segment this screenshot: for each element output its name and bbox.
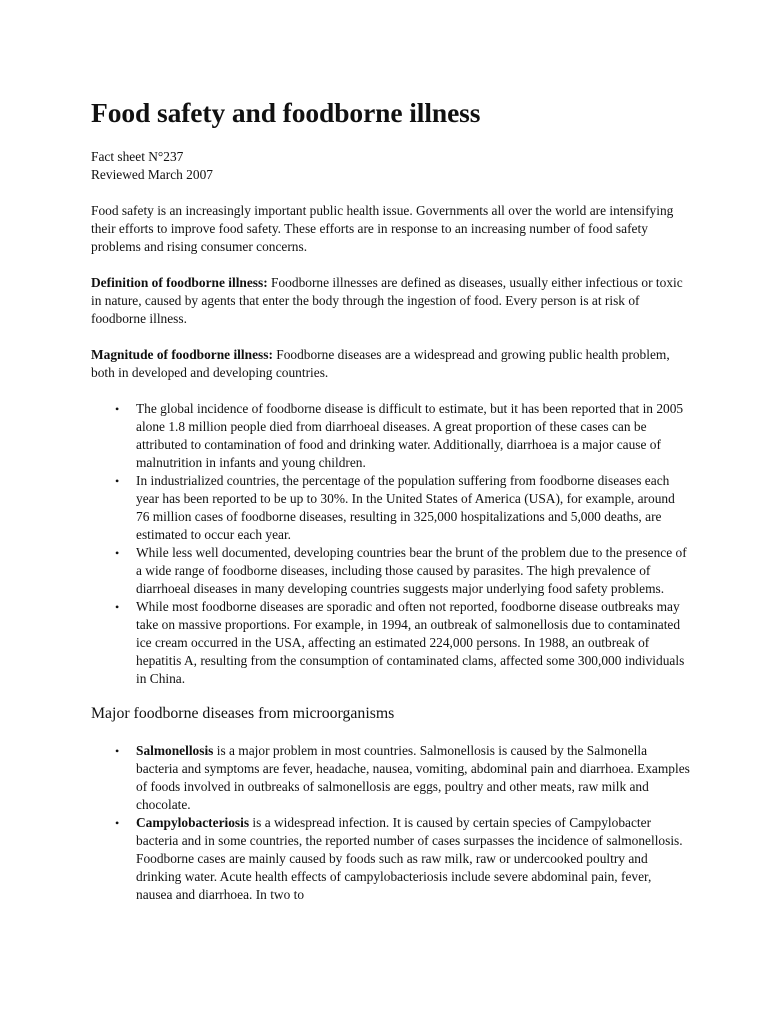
- magnitude-label: Magnitude of foodborne illness:: [91, 347, 273, 362]
- bullet-icon: •: [115, 402, 120, 416]
- bullet-icon: •: [115, 546, 120, 560]
- definition-paragraph: [91, 274, 691, 328]
- disease-text: is a major problem in most countries. Salmonellosis is caused by the Salmonella bacteria and symptoms are fever, headache, nausea, vomiting, abdominal pain and diarrhoea. Examples of foods involved in outbreaks of salmonellosis are eggs, poultry and other meats, raw milk and chocolate.: [136, 743, 690, 812]
- list-item: [91, 544, 691, 598]
- magnitude-paragraph: [91, 346, 691, 382]
- list-item-text: While less well documented, developing countries bear the brunt of the problem due to the presence of a wide range of foodborne diseases, including those caused by parasites. The high prevalence of diarrhoeal diseases in many developing countries suggests major underlying food safety problems.: [136, 545, 687, 596]
- definition-label: Definition of foodborne illness:: [91, 275, 268, 290]
- magnitude-list: [91, 400, 691, 688]
- list-item: [91, 742, 691, 814]
- diseases-list: [91, 742, 691, 904]
- bullet-icon: •: [115, 600, 120, 614]
- document-page: [91, 96, 691, 904]
- document-meta: [91, 148, 691, 184]
- list-item: [91, 814, 691, 904]
- fact-sheet-number: Fact sheet N°237: [91, 149, 184, 164]
- disease-text: is a widespread infection. It is caused by certain species of Campylobacter bacteria and in some countries, the reported number of cases surpasses the incidence of salmonellosis. Foodborne cases are mainly caused by foods such as raw milk, raw or undercooked poultry and drinking water. Acute health effects of campylobacteriosis include severe abdominal pain, fever, nausea and diarrhoea. In two to: [136, 815, 683, 902]
- intro-paragraph: Food safety is an increasingly important public health issue. Governments all over the world are intensifying their efforts to improve food safety. These efforts are in response to an increasing number of food safety problems and rising consumer concerns.: [91, 203, 674, 254]
- list-item-text: In industrialized countries, the percentage of the population suffering from foodborne diseases each year has been reported to be up to 30%. In the United States of America (USA), for example, around 76 million cases of foodborne diseases, resulting in 325,000 hospitalizations and 5,000 deaths, are estimated to occur each year.: [136, 473, 675, 542]
- list-item-text: While most foodborne diseases are sporadic and often not reported, foodborne disease outbreaks may take on massive proportions. For example, in 1994, an outbreak of salmonellosis due to contaminated ice cream occurred in the USA, affecting an estimated 224,000 persons. In 1988, an outbreak of hepatitis A, resulting from the consumption of contaminated clams, affected some 300,000 individuals in China.: [136, 599, 685, 686]
- document-title: Food safety and foodborne illness: [91, 97, 481, 128]
- disease-name: Campylobacteriosis: [136, 815, 250, 830]
- list-item: [91, 400, 691, 472]
- bullet-icon: •: [115, 474, 120, 488]
- list-item: [91, 472, 691, 544]
- definition-text: Foodborne illnesses are defined as diseases, usually either infectious or toxic in nature, caused by agents that enter the body through the ingestion of food. Every person is at risk of foodborne illness.: [91, 275, 683, 326]
- section-heading: Major foodborne diseases from microorganisms: [91, 705, 395, 722]
- bullet-icon: •: [115, 744, 120, 758]
- disease-name: Salmonellosis: [136, 743, 214, 758]
- bullet-icon: •: [115, 816, 120, 830]
- magnitude-text: Foodborne diseases are a widespread and growing public health problem, both in developed and developing countries.: [91, 347, 670, 380]
- list-item: [91, 598, 691, 688]
- reviewed-date: Reviewed March 2007: [91, 167, 213, 182]
- list-item-text: The global incidence of foodborne disease is difficult to estimate, but it has been reported that in 2005 alone 1.8 million people died from diarrhoeal diseases. A great proportion of these cases can be attributed to contamination of food and drinking water. Additionally, diarrhoea is a major cause of malnutrition in infants and young children.: [136, 401, 684, 470]
